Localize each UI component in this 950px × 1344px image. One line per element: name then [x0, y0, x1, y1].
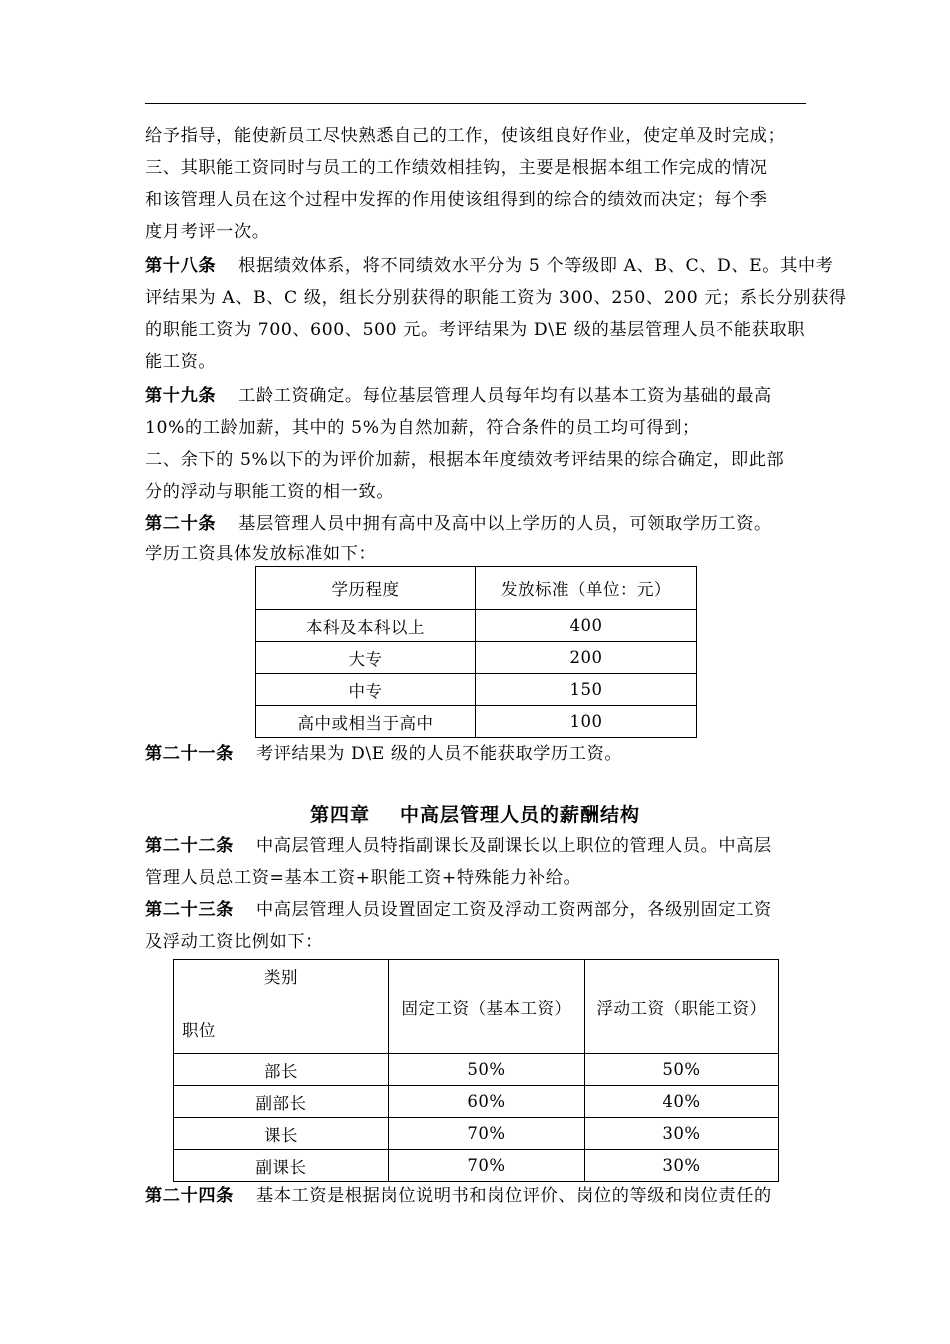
table-cell: 30% [585, 1118, 779, 1150]
text-line: 和该管理人员在这个过程中发挥的作用使该组得到的综合的绩效而决定；每个季 [145, 190, 768, 210]
article-18: 第十八条 根据绩效体系，将不同绩效水平分为 5 个等级即 A、B、C、D、E。其中考 [145, 256, 834, 276]
article-label: 第二十一条 [145, 744, 234, 764]
chapter-heading [0, 800, 950, 827]
text-line: 能工资。 [145, 352, 217, 372]
article-21: 第二十一条 考评结果为 D\E 级的人员不能获取学历工资。 [145, 744, 623, 764]
chapter-number: 第四章 [309, 804, 370, 826]
article-24: 第二十四条 基本工资是根据岗位说明书和岗位评价、岗位的等级和岗位责任的 [145, 1186, 772, 1206]
text-line: 及浮动工资比例如下： [145, 932, 323, 952]
article-label: 第二十四条 [145, 1186, 234, 1206]
column-header: 固定工资（基本工资） [389, 960, 585, 1054]
column-header: 浮动工资（职能工资） [585, 960, 779, 1054]
table-row [256, 642, 697, 674]
column-header: 发放标准（单位：元） [476, 567, 697, 610]
table-row [256, 674, 697, 706]
table-cell: 50% [389, 1054, 585, 1086]
chapter-title: 中高层管理人员的薪酬结构 [400, 804, 641, 826]
table-cell: 200 [476, 642, 697, 674]
text-line: 度月考评一次。 [145, 222, 270, 242]
table-header-row [174, 960, 779, 1054]
table-cell: 高中或相当于高中 [256, 706, 476, 738]
wage-ratio-table [173, 959, 779, 1182]
text-line: 的职能工资为 700、600、500 元。考评结果为 D\E 级的基层管理人员不能获取职 [145, 320, 806, 340]
table-cell: 部长 [174, 1054, 389, 1086]
table-cell: 150 [476, 674, 697, 706]
table-cell: 400 [476, 610, 697, 642]
corner-header-cell [174, 960, 389, 1054]
article-label: 第十八条 [145, 256, 217, 276]
table-cell: 副课长 [174, 1150, 389, 1182]
table-cell: 大专 [256, 642, 476, 674]
position-label: 职位 [182, 1021, 216, 1040]
article-22: 第二十二条 中高层管理人员特指副课长及副课长以上职位的管理人员。中高层 [145, 836, 772, 856]
article-19: 第十九条 工龄工资确定。每位基层管理人员每年均有以基本工资为基础的最高 [145, 386, 772, 406]
text-line: 给予指导，能使新员工尽快熟悉自己的工作，使该组良好作业，使定单及时完成； [145, 126, 786, 146]
article-label: 第二十条 [145, 514, 217, 534]
article-23: 第二十三条 中高层管理人员设置固定工资及浮动工资两部分，各级别固定工资 [145, 900, 772, 920]
table-cell: 30% [585, 1150, 779, 1182]
education-wage-table [255, 566, 697, 738]
category-label: 类别 [264, 968, 298, 987]
table-cell: 100 [476, 706, 697, 738]
table-cell: 70% [389, 1118, 585, 1150]
text-line: 三、其职能工资同时与员工的工作绩效相挂钩，主要是根据本组工作完成的情况 [145, 158, 768, 178]
table-cell: 副部长 [174, 1086, 389, 1118]
table-row [256, 610, 697, 642]
table-row [174, 1150, 779, 1182]
text-line: 管理人员总工资=基本工资+职能工资+特殊能力补给。 [145, 868, 582, 888]
table-cell: 本科及本科以上 [256, 610, 476, 642]
article-label: 第十九条 [145, 386, 217, 406]
table-row [174, 1118, 779, 1150]
article-label: 第二十三条 [145, 900, 234, 920]
table-header-row [256, 567, 697, 610]
text-line: 分的浮动与职能工资的相一致。 [145, 482, 395, 502]
table-cell: 课长 [174, 1118, 389, 1150]
header-rule [145, 103, 806, 104]
table-cell: 60% [389, 1086, 585, 1118]
article-20: 第二十条 基层管理人员中拥有高中及高中以上学历的人员，可领取学历工资。 [145, 514, 772, 534]
text-line: 学历工资具体发放标准如下： [145, 544, 377, 564]
table-row [256, 706, 697, 738]
table-cell: 50% [585, 1054, 779, 1086]
table-cell: 70% [389, 1150, 585, 1182]
table-row [174, 1054, 779, 1086]
text-line: 10%的工龄加薪，其中的 5%为自然加薪，符合条件的员工均可得到； [145, 418, 700, 438]
article-label: 第二十二条 [145, 836, 234, 856]
table-row [174, 1086, 779, 1118]
text-line: 评结果为 A、B、C 级，组长分别获得的职能工资为 300、250、200 元；系长分别获得 [145, 288, 847, 308]
column-header: 学历程度 [256, 567, 476, 610]
table-cell: 40% [585, 1086, 779, 1118]
table-cell: 中专 [256, 674, 476, 706]
text-line: 二、余下的 5%以下的为评价加薪，根据本年度绩效考评结果的综合确定，即此部 [145, 450, 785, 470]
